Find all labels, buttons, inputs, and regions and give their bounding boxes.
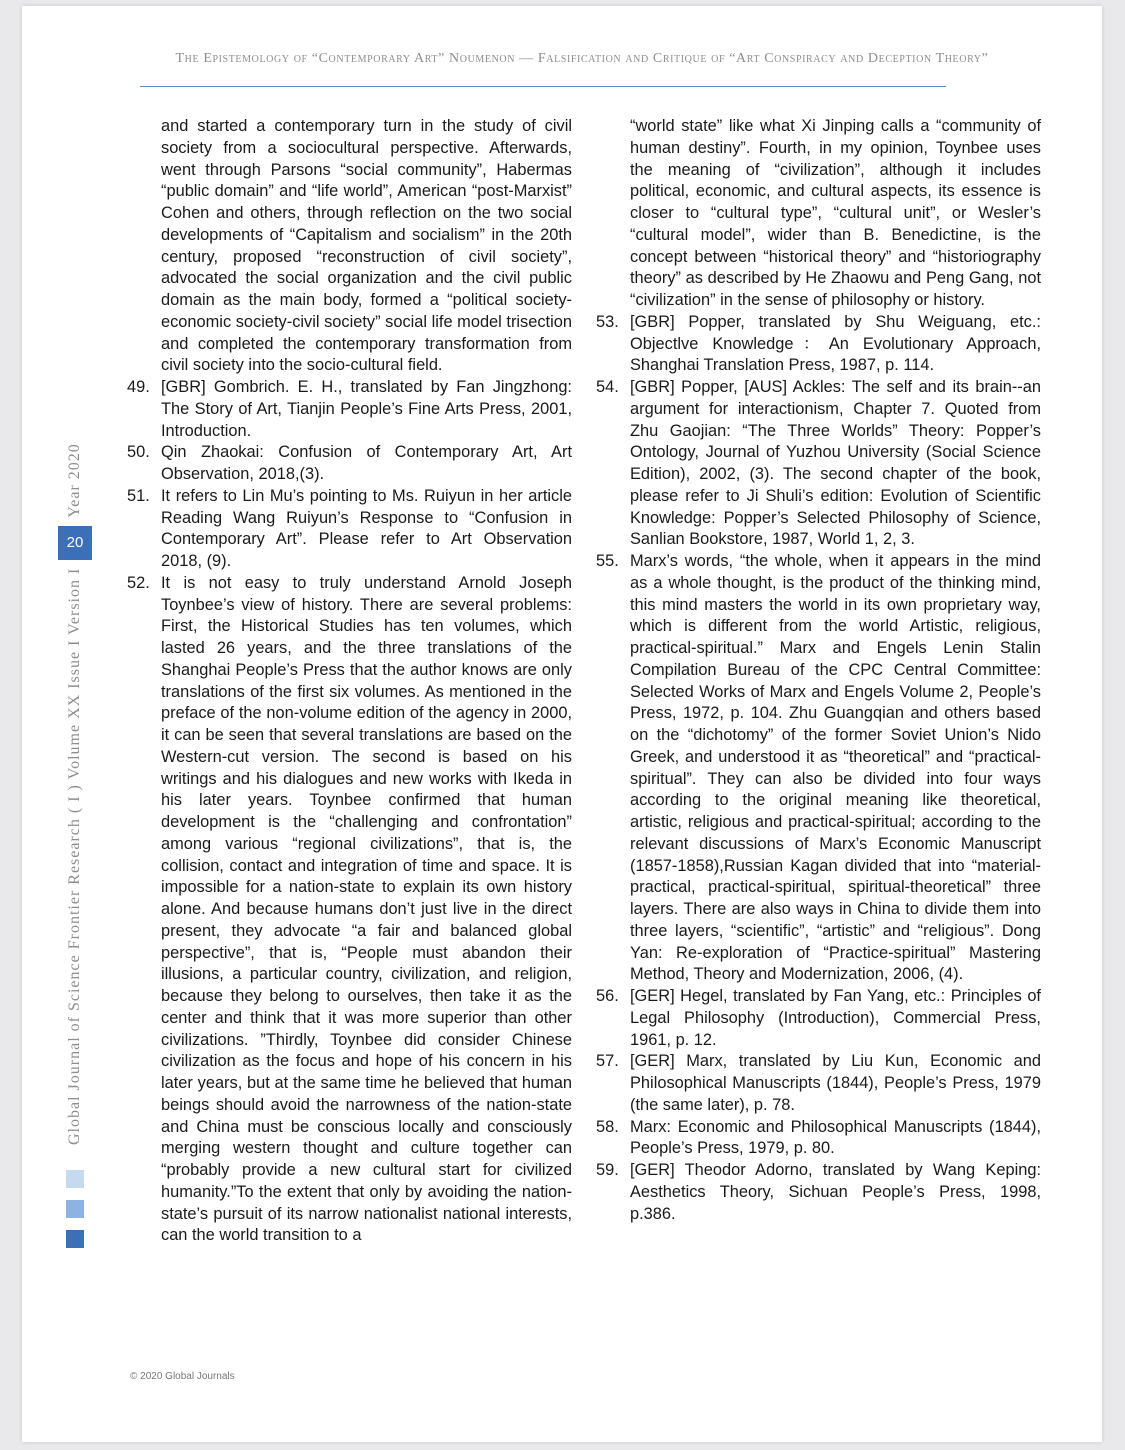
decorative-square-dark [66, 1230, 84, 1248]
footnote-number: 53. [596, 312, 619, 331]
journal-name: Global Journal of Science Frontier Research ( I ) Volume XX Issue I Version I [66, 567, 83, 1145]
footnote-52 [127, 573, 572, 1247]
footnote-text: [GER] Hegel, translated by Fan Yang, etc.: Principles of Legal Philosophy (Introduction), Commercial Press, 1961, p. 12. [630, 987, 1041, 1049]
right-column [596, 116, 1041, 1225]
footnote-text: Marx’s words, “the whole, when it appears in the mind as a whole thought, is the product of the thinking mind, this mind masters the world in its own proprietary way, which is different from the world Artistic, religious, practical-spiritual.” Marx and Engels Lenin Stalin Compilation Bureau of the CPC Central Committee: Selected Works of Marx and Engels Volume 2, People’s Press, 1972, p. 104. Zhu Guangqian and others based on the “dichotomy” of the former Soviet Union’s Nido Greek, and understood it as “theoretical” and “practical-spiritual”. They can also be divided into four ways according to the original meaning like theoretical, artistic, religious and practical-spiritual; according to the relevant discussions of Marx’s Economic Manuscript (1857-1858),Russian Kagan divided that into “material-practical, practical-spiritual, spiritual-theoretical” three layers. There are also ways in China to divide them into three layers, “scientific”, “artistic” and “religious”. Dong Yan: Re-exploration of “Practice-spiritual” Mastering Method, Theory and Modernization, 2006, (4). [630, 552, 1041, 984]
footnote-49 [127, 377, 572, 442]
header-rule [140, 86, 946, 87]
footnote-57 [596, 1051, 1041, 1116]
decorative-square-light [66, 1170, 84, 1188]
footnote-number: 49. [127, 378, 150, 396]
footer-copyright: © 2020 Global Journals [130, 1371, 235, 1382]
footnote-number: 58. [596, 1117, 619, 1136]
footnote-text: It is not easy to truly understand Arnold Joseph Toynbee’s view of history. There are several problems: First, the Historical Studies has ten volumes, which lasted 26 years, and the three translations of the Shanghai People’s Press that the author knows are only translations of the first six volumes. As mentioned in the preface of the non-volume edition of the agency in 2000, it can be seen that several translations are based on the Western-cut version. The second is based on his writings and his dialogues and new works with Ikeda in his later years. Toynbee confirmed that human development is the “challenging and confrontation” among various “regional civilizations”, that is, the collision, contact and integration of time and space. It is impossible for a nation-state to explain its own history alone. And because humans don’t just live in the direct present, they advocate “a fair and balanced global perspective”, that is, “People must abandon their illusions, a particular country, civilization, and religion, because they belong to ourselves, then take it as the center and think that it was more superior than other civilizations. ”Thirdly, Toynbee did consider Chinese civilization as the focus and hope of his concern in his later years, but at the same time he believed that human beings should avoid the narrowness of the nation-state and China must be conscious locally and consciously merging western thought and culture together can “probably provide a new cultural start for civilized humanity.”To the extent that only by avoiding the nation-state’s pursuit of its narrow nationalist national interests, can the world transition to a [161, 573, 572, 1245]
running-header: The Epistemology of “Contemporary Art” Noumenon — Falsification and Critique of “Art Conspiracy and Deception Theory” [175, 51, 989, 66]
footnote-text: [GER] Theodor Adorno, translated by Wang Keping: Aesthetics Theory, Sichuan People’s Press, 1998, p.386. [630, 1161, 1041, 1223]
footnote-text: It refers to Lin Mu’s pointing to Ms. Ruiyun in her article Reading Wang Ruiyun’s Response to “Confusion in Contemporary Art”. Please refer to Art Observation 2018, (9). [161, 486, 572, 570]
footnote-number: 52. [127, 573, 150, 592]
footnote-58 [596, 1117, 1041, 1161]
footnote-53 [596, 312, 1041, 377]
footnote-51 [127, 486, 572, 573]
footnote-56 [596, 986, 1041, 1051]
footnote-text: [GBR] Popper, translated by Shu Weiguang, etc.: Objectlve Knowledge：An Evolutionary Approach, Shanghai Translation Press, 1987, p. 114. [630, 312, 1041, 375]
footnote-text: [GBR] Popper, [AUS] Ackles: The self and its brain--an argument for interactionism, Chapter 7. Quoted from Zhu Gaojian: “The Three Worlds” Theory: Popper’s Ontology, Journal of Yuzhou University (Social Science Edition), 2002, (3). The second chapter of the book, please refer to Ji Shuli’s edition: Evolution of Scientific Knowledge: Popper’s Selected Philosophy of Science, Sanlian Bookstore, 1987, World 1, 2, 3. [630, 378, 1041, 549]
decorative-square-medium [66, 1200, 84, 1218]
footnote-number: 54. [596, 378, 619, 396]
footnote-number: 50. [127, 443, 150, 462]
footnote-55 [596, 551, 1041, 986]
left-continuation-text: and started a contemporary turn in the study of civil society from a sociocultural perspective. Afterwards, went through Parsons “social community”, Habermas “public domain” and “life world”, American “post-Marxist” Cohen and others, through reflection on the two social developments of “Capitalism and socialism” in the 20th century, proposed “reconstruction of civil society”, advocated the social organization and the civil public domain as the main body, formed a “political society-economic society-civil society” social life model trisection and completed the contemporary transformation from civil society into the socio-cultural field. [161, 117, 572, 375]
footnote-number: 59. [596, 1161, 619, 1179]
footnote-54 [596, 377, 1041, 551]
footnote-text: Marx: Economic and Philosophical Manuscripts (1844), People’s Press, 1979, p. 80. [630, 1117, 1041, 1158]
footnote-text: Qin Zhaokai: Confusion of Contemporary Art, Art Observation, 2018,(3). [161, 443, 572, 483]
footnote-text: [GBR] Gombrich. E. H., translated by Fan Jingzhong: The Story of Art, Tianjin People’s Fine Arts Press, 2001, Introduction. [161, 378, 572, 440]
sidebar-vertical-text [58, 355, 92, 1155]
year-label: Year 2020 [66, 443, 83, 518]
footnote-number: 55. [596, 552, 619, 570]
journal-sidebar [58, 355, 92, 1155]
page-number-badge: 20 [58, 526, 92, 560]
left-column [127, 116, 572, 1247]
footnote-50 [127, 442, 572, 486]
footnote-number: 56. [596, 987, 619, 1005]
footnote-number: 51. [127, 486, 150, 505]
footnote-number: 57. [596, 1052, 619, 1071]
right-continuation-text: “world state” like what Xi Jinping calls a “community of human destiny”. Fourth, in my opinion, Toynbee uses the meaning of “civilization”, although it includes political, economic, and cultural aspects, its essence is closer to “cultural type”, “cultural unit”, or Wesler’s “cultural model”, wider than B. Benedictine, is the concept between “historical theory” and “historiography theory” as described by He Zhaowu and Peng Gang, not “civilization” in the sense of philosophy or history. [630, 117, 1041, 309]
journal-page [22, 6, 1102, 1442]
footnote-text: [GER] Marx, translated by Liu Kun, Economic and Philosophical Manuscripts (1844), People’s Press, 1979 (the same later), p. 78. [630, 1052, 1041, 1114]
footnote-59 [596, 1160, 1041, 1225]
